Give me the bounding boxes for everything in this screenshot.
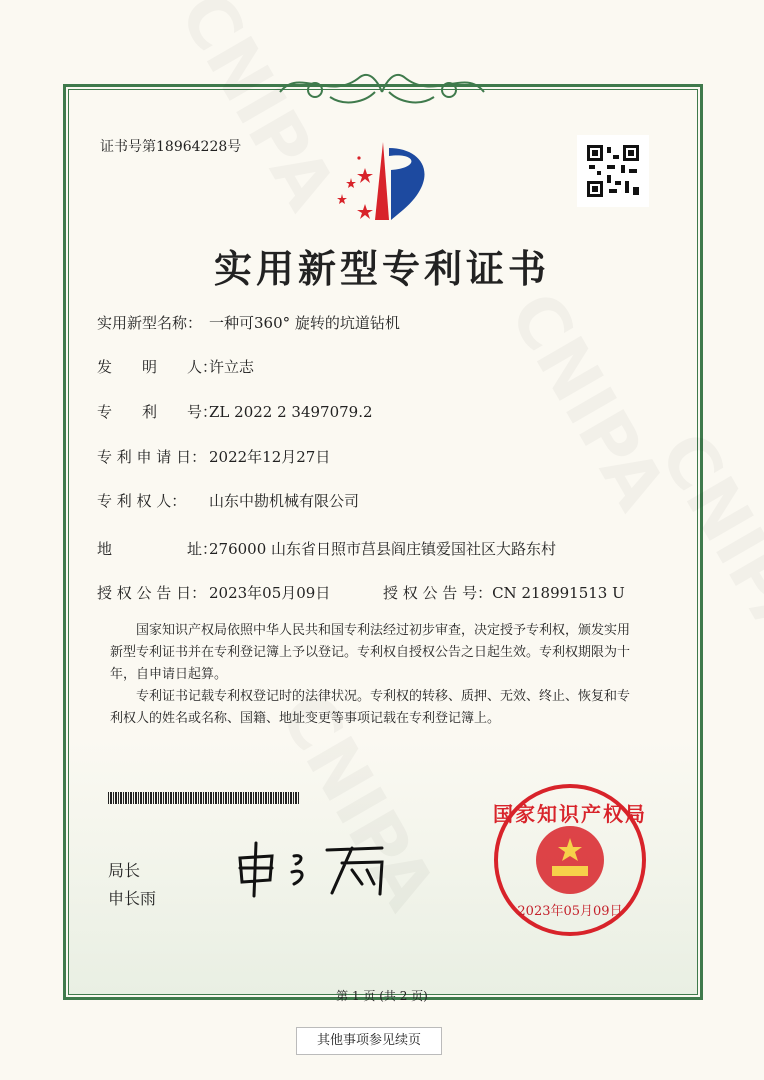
field-label: 授 权 公 告 号： <box>383 584 493 602</box>
field-value: CN 218991513 U <box>492 584 625 602</box>
field-value: 许立志 <box>209 358 255 376</box>
field-value: 山东中勘机械有限公司 <box>209 492 360 510</box>
paragraph-legal-status: 专利证书记载专利权登记时的法律状况。专利权的转移、质押、无效、终止、恢复和专利权人的姓名或名称、国籍、地址变更等事项记载在专利登记簿上。 <box>110 689 631 726</box>
director-title: 局长 <box>108 861 141 880</box>
field-value: 276000 山东省日照市莒县阎庄镇爱国社区大路东村 <box>209 540 557 558</box>
field-announcement-number <box>383 582 625 603</box>
field-label: 专 利 权 人： <box>97 492 187 510</box>
qr-code <box>577 135 649 207</box>
field-inventor <box>97 356 254 377</box>
paragraph-grant: 国家知识产权局依照中华人民共和国专利法经过初步审查，决定授予专利权，颁发实用新型专利证书并在专利登记簿上予以登记。专利权自授权公告之日起生效。专利权期限为十年，自申请日起算。 <box>110 623 631 682</box>
field-label: 实用新型名称： <box>97 314 203 332</box>
seal-text: 国家知识产权局 <box>493 802 647 826</box>
field-patentee <box>97 490 359 511</box>
field-label: 发 明 人： <box>97 358 218 376</box>
field-patent-number <box>97 401 373 422</box>
field-grant-date <box>97 582 330 603</box>
signature-icon <box>232 838 392 898</box>
field-address <box>97 538 556 559</box>
seal-date: 2023年05月09日 <box>517 904 623 919</box>
field-value: 2022年12月27日 <box>209 448 331 466</box>
director-name: 申长雨 <box>108 889 157 908</box>
field-label: 专 利 号： <box>97 403 218 421</box>
ornament-icon <box>270 62 494 110</box>
field-value: ZL 2022 2 3497079.2 <box>209 403 373 421</box>
certificate-number: 证书号第18964228号 <box>100 139 242 155</box>
field-label: 专 利 申 请 日： <box>97 448 207 466</box>
field-value: 一种可360° 旋转的坑道钻机 <box>209 314 400 332</box>
field-application-date <box>97 446 330 467</box>
field-utility-model-name <box>97 312 400 333</box>
barcode <box>108 792 300 804</box>
field-value: 2023年05月09日 <box>209 584 331 602</box>
page-number: 第 1 页 (共 2 页) <box>336 989 428 1003</box>
official-seal <box>492 782 648 938</box>
certificate-title: 实用新型专利证书 <box>213 246 550 291</box>
qr-code-icon <box>577 135 649 207</box>
cnipa-logo-icon <box>325 140 440 225</box>
field-label: 授 权 公 告 日： <box>97 584 207 602</box>
continuation-note: 其他事项参见续页 <box>296 1027 442 1055</box>
field-label: 地 址： <box>97 540 218 558</box>
